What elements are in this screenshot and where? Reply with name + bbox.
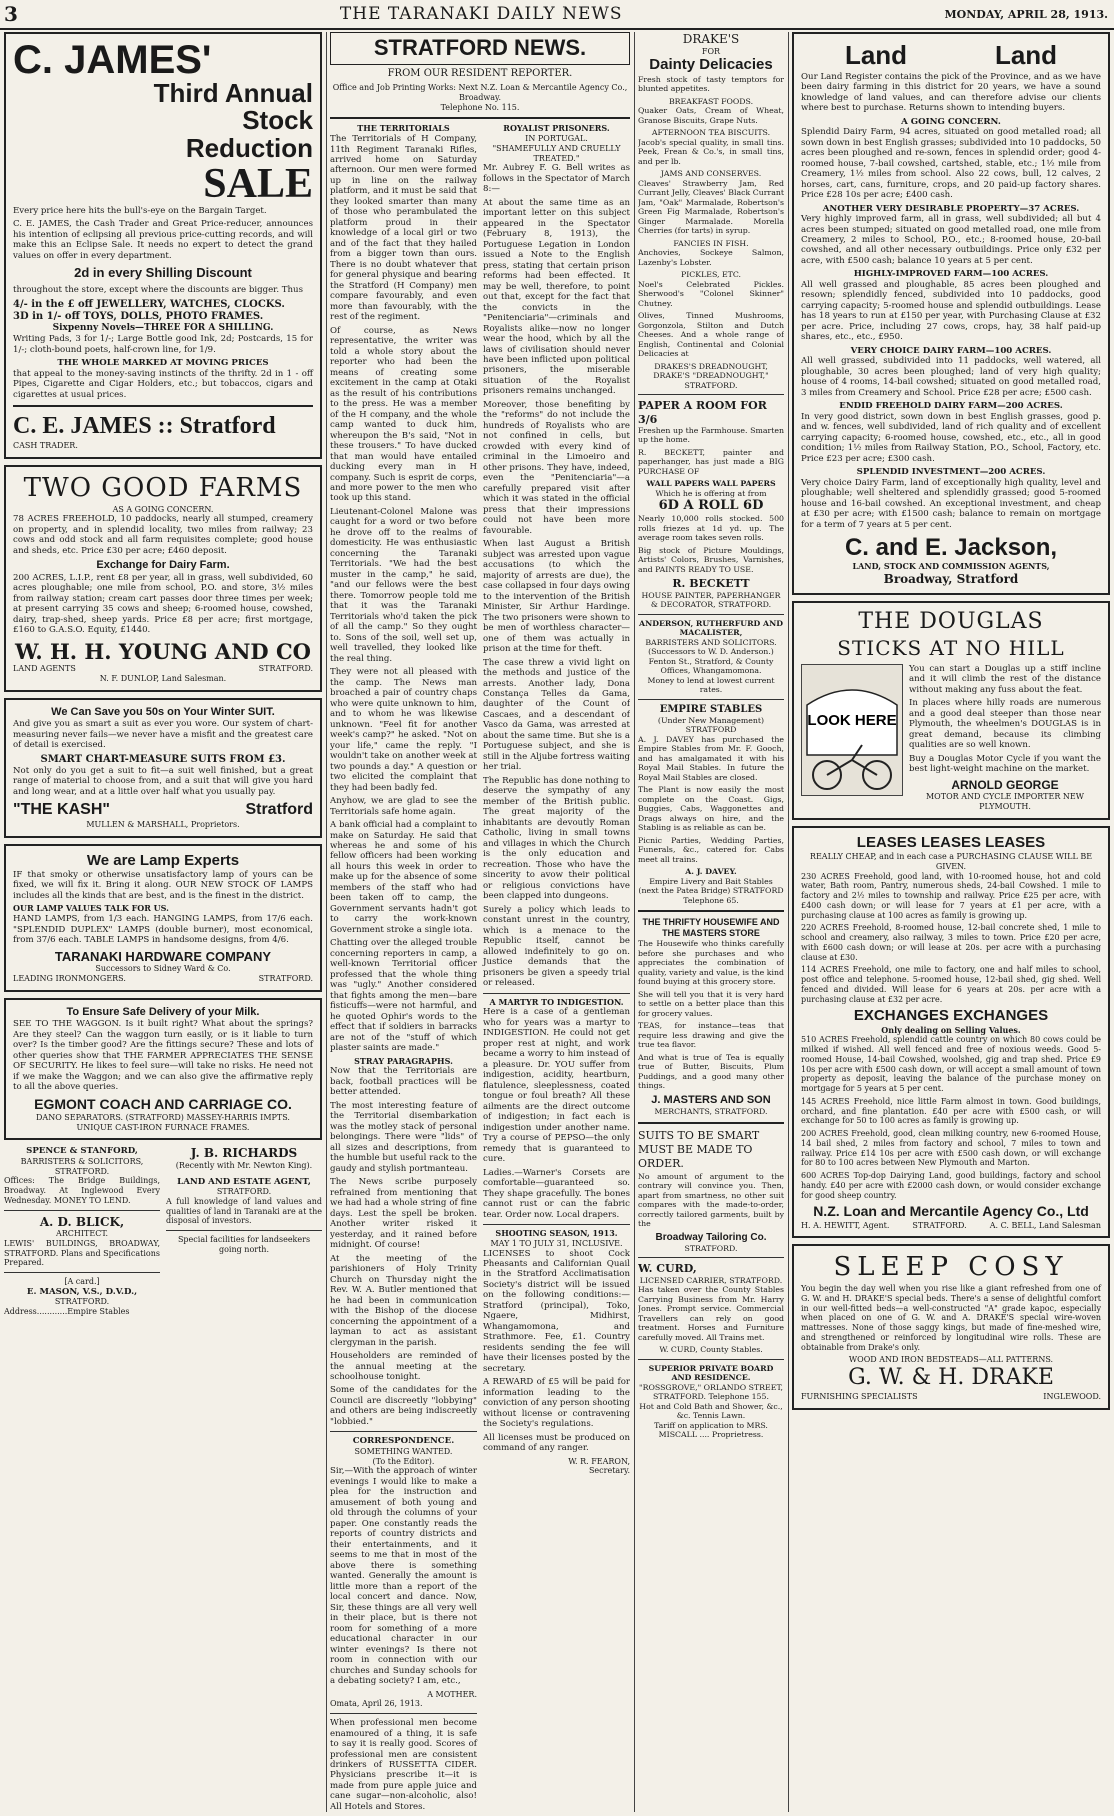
james-intro: Every price here hits the bull's-eye on the Bargain Target. — [13, 205, 267, 216]
territorials-heading: THE TERRITORIALS — [357, 123, 450, 134]
drake-name: G. W. & H. DRAKE — [848, 1365, 1054, 1391]
superior-body-2: Hot and Cold Bath and Shower, &c., &c. Tennis Lawn. — [639, 1401, 783, 1421]
correspondence-body: Sir,—With the approach of winter evenings I would like to make a plea for the instruction and amusement of both young and old through the columns of your paper. One constantly reads the reports of country districts and their entertainments, and it seems to me that in most of the above there is something wanted. Generally the amount is little more than a report of the local concert and dance. Now, Sir, these things are all very well in their place, but is there not room for something of a more educational character in our winter evenings? Is there not room in connection with our churches and Sunday schools for a debating society? I am, etc., — [330, 1466, 477, 1687]
correspondence-to: (To the Editor). — [372, 1456, 435, 1466]
drakes-for: FOR — [701, 46, 721, 56]
davey-body: Empire Livery and Bait Stables (next the Patea Bridge) STRATFORD Telephone 65. — [638, 876, 784, 905]
mason-address: Address............Empire Stables — [4, 1307, 130, 1317]
empire-sub: (Under New Management) STRATFORD — [657, 715, 765, 735]
farms-heading: TWO GOOD FARMS — [23, 473, 303, 504]
offering-text: Which he is offering at from — [655, 488, 767, 498]
column-1 — [4, 32, 322, 1812]
james-title-3: Reduction — [185, 132, 313, 163]
office-line: Office and Job Printing Works: Next N.Z. Loan & Mercantile Agency Co., Broadway. — [332, 83, 628, 102]
milk-ad — [4, 998, 322, 1140]
territorials-p5: Anyhow, we are glad to see the Territorials safe home again. — [330, 796, 477, 817]
mason-name: E. MASON, V.S., D.V.D., — [26, 1286, 138, 1297]
olives-body: Olives, Tinned Mushrooms, Gorgonzola, Stilton and Dutch Cheeses. And a whole range of English, Continental and Colonial Delicacies at — [638, 311, 784, 359]
drake-left: FURNISHING SPECIALISTS — [801, 1391, 918, 1401]
lamp-right: STRATFORD. — [258, 974, 313, 984]
drakes-footer: DRAKES'S DREADNOUGHT, DRAKE'S "DREADNOUGHT," STRATFORD. — [653, 361, 769, 390]
beckett-name: R. BECKETT — [672, 577, 750, 591]
beckett-role: HOUSE PAINTER, PAPERHANGER & DECORATOR, STRATFORD. — [641, 590, 781, 610]
royalist-sub: IN PORTUGAL. — [525, 134, 588, 144]
thrifty-body-2: She will tell you that it is very hard to settle on a better place than this for grocery values. — [638, 989, 784, 1018]
masters-role: MERCHANTS, STRATFORD. — [654, 1107, 768, 1117]
curd-ad — [638, 1262, 784, 1354]
milk-heading: To Ensure Safe Delivery of your Milk. — [66, 1005, 260, 1018]
shooting-note: All licenses must be produced on command of any ranger. — [483, 1432, 630, 1454]
exchange-item-2: 145 ACRES Freehold, nice little Farm almost in town. Good buildings, orchard, and fine plantation. £40 per acre with £500 cash, or will exchange for 50 to 100 acres as family is growing up. — [801, 1096, 1101, 1126]
exchanges-sub: Only dealing on Selling Values. — [881, 1024, 1021, 1035]
kash-heading: We Can Save you 50s on Your Winter SUIT. — [51, 705, 275, 718]
douglas-heading-2: STICKS AT NO HILL — [837, 635, 1065, 660]
land-left: Land — [844, 40, 908, 70]
thrifty-heading: THE THRIFTY HOUSEWIFE AND THE MASTERS STORE — [642, 917, 780, 939]
telephone-line: Telephone No. 115. — [440, 102, 520, 112]
nz-loan-salesman: A. C. BELL, Land Salesman — [989, 1220, 1101, 1230]
stray-p6: Some of the candidates for the Council are discreetly "lobbying" and others are being indiscreetly "lobbied." — [330, 1385, 477, 1427]
kash-name: "THE KASH" — [13, 801, 110, 819]
royalist-p3: Moreover, those benefiting by the "reforms" do not include the hundreds of Royalists who are not confined in cells, but crowded with every kind of criminal in the Limoeiro and other prisons. They have, indeed, even the "Penitenciaria"—a carefully prepared visit after which it was stated in the official press that their impressions could not have been more favourable. — [483, 399, 630, 536]
broadway-tailoring-ad — [638, 1129, 784, 1254]
shilling-heading: 2d in every Shilling Discount — [74, 265, 252, 281]
richards-special: Special facilities for landseekers going north. — [177, 1235, 311, 1254]
nz-loan-name: N.Z. Loan and Mercantile Agency Co., Ltd — [813, 1203, 1089, 1220]
paper-body: Freshen up the Farmhouse. Smarten up the home. — [638, 425, 784, 445]
richards-town: STRATFORD. — [216, 1187, 272, 1197]
spence-body: Offices: The Bridge Buildings, Broadway. At Inglewood Every Wednesday. MONEY TO LEND. — [4, 1176, 160, 1205]
royalist-sub-2: "SHAMEFULLY AND CRUELLY TREATED." — [492, 143, 621, 163]
shooting-heading: SHOOTING SEASON, 1913. — [495, 1228, 618, 1238]
thrifty-body: The Housewife who thinks carefully before she purchases and who appreciates the combination of quality, variety and value, is the kind found buying at this grocery store. — [638, 939, 784, 987]
land-intro: Our Land Register contains the pick of the Province, and as we have been dairy farming in this district for 20 years, we have a sound knowledge of land values, and can therefore advise our clients where best to purchase. Returns shown to intending buyers. — [801, 71, 1101, 114]
territorials-p4: They were not all pleased with the camp. The News man broached a pair of country chaps who were quite unknown to him, and to whom he was likewise unknown. "Feel fit for another week's camp?" he asked. "Not on your life," came the reply. "I wouldn't take on another week at two pounds a day." A question or two elicited the complaint that they had been badly fed. — [330, 667, 477, 793]
motorcycle-illustration — [801, 664, 903, 796]
shooting-signature: W. R. FEARON, — [568, 1456, 630, 1466]
column-rule — [634, 32, 635, 1812]
correspondence-heading: CORRESPONDENCE. — [352, 1436, 455, 1447]
masthead — [0, 0, 1114, 30]
broadway-town: STRATFORD. — [684, 1243, 738, 1253]
stationery-text: Writing Pads, 3 for 1/-; Large Bottle good Ink, 2d; Postcards, 15 for 1/-; cloth-bound poets, half-crown line, for 1/9. — [13, 334, 313, 355]
superior-heading: SUPERIOR PRIVATE BOARD AND RESIDENCE. — [648, 1363, 774, 1383]
news-right-column — [483, 124, 630, 1812]
shooting-body: LICENSES to shoot Cock Pheasants and Californian Quail in the Stratford Acclimatisation Society's district will be issued on the following conditions:—Stratford (principal), Toko, Ngaere, Midhirst, Whangamomona, and Strathmore. Fee, £1. Country residents sending the fee will have their licenses posted by the secretary. — [483, 1248, 630, 1374]
douglas-heading-1: THE DOUGLAS — [858, 608, 1044, 634]
shooting-reward: A REWARD of £5 will be paid for information leading to the conviction of any person shooting without license or contravening the Society's regulations. — [483, 1377, 630, 1430]
young-name: W. H. H. YOUNG AND CO — [15, 638, 311, 664]
jams-body: Cleaves' Strawberry Jam, Red Currant Jelly, Cleaves' Black Currant Jam, "Oak" Marmalade, Robertson's Green Fig Marmalade, Robertson's Ginger Marmalade. Morella Cherries (for tarts) in syrup. — [638, 178, 784, 236]
james-signature: C. E. JAMES :: Stratford — [13, 413, 276, 439]
column-4 — [792, 32, 1110, 1812]
suits-heading: SUITS TO BE SMART MUST BE MADE TO ORDER. — [638, 1128, 760, 1171]
royalist-p1: Mr. Aubrey F. G. Bell writes as follows in the Spectator of March 8:— — [483, 163, 630, 195]
royalist-heading: ROYALIST PRISONERS. — [503, 123, 610, 134]
blick-role: ARCHITECT. — [55, 1229, 109, 1239]
dainty-heading: Dainty Delicacies — [649, 56, 773, 74]
young-left: LAND AGENTS — [13, 664, 76, 674]
exchange-item-4: 600 ACRES Top-dop Dairying Land, good buildings, factory and school handy. £40 per acre with £2000 cash down, or would consider exchange for good sheep country. — [801, 1171, 1101, 1200]
drake-bed-ad — [792, 1244, 1110, 1409]
royalist-p4: When last August a British subject was arrested upon vague accusations (to which the majority of arrests are due), the case collapsed in four days owing to the intervention of the British Minister, Sir Arthur Hardinge. The two prisoners were shown to be men of worthless character—one of them was actually in prison at the time for theft. — [483, 539, 630, 655]
pickles-heading: PICKLES, ETC. — [680, 270, 742, 280]
drakes-heading: DRAKE'S — [682, 32, 740, 46]
anderson-ad — [638, 619, 784, 695]
paper-heading: PAPER A ROOM FOR 3/6 — [638, 399, 767, 426]
james-body: C. E. JAMES, the Cash Trader and Great Price-reducer, announces his intention of eclipsing all previous price-cutting records, and will make this an Eclipse Sale. It needs no expert to detect the grand values on offer in every department. — [13, 219, 313, 261]
kash-town: Stratford — [245, 801, 313, 819]
going-body: Splendid Dairy Farm, 94 acres, situated on good metalled road; all sown down in best English grasses; subdivided into 10 paddocks, 50 acres been ploughed and re-sown, fences in splendid order; good 4-roomed house, 7-bail cowshed, cartshed, stable, etc.; 1½ mile from Creamery, 1½ miles from school. Also 22 cows, bull, 12 calves, 2 horses, cart, cans, furniture, crops, and 20 paid-up factory shares. Price £28 10s per acre; £400 cash. — [801, 127, 1101, 201]
jackson-name: C. and E. Jackson, — [844, 534, 1058, 562]
endid-body: In very good district, sown down in best English grasses, good p. and w. fences, well subdivided, land of rich quality and of excellent carrying capacity; 6-roomed house, cowshed, etc., etc., all in good condition; 1½ miles from Railway Station, P.O., School, Factory, etc. Price £23 per acre; £300 cash. — [801, 411, 1101, 464]
column-rule — [788, 32, 789, 1812]
beckett-body: Nearly 10,000 rolls stocked. 500 rolls friezes at 1d yd. up. The average room takes seven rolls. — [638, 514, 784, 543]
territorials-p1: The Territorials of H Company, 11th Regiment Taranaki Rifles, arrived home on Saturday afternoon. Our men were formed up in line on the railway platform, and it must be said that they looked smarter than many of those who perambulated the platform proud in their knowledge of a local girl or two and of the fact that they hailed from a bigger town than ours. There is no doubt whatever that for general physique and bearing the Stratford (H Company) men compare favourably, and even more than favourably, with the rest of the regiment. — [330, 134, 477, 323]
stratford-news-heading: STRATFORD NEWS. — [330, 32, 630, 65]
empire-heading: EMPIRE STABLES — [659, 703, 763, 715]
douglas-body: You can start a Douglas up a stiff incline and it will climb the rest of the distance without making any fuss about the feat. — [909, 663, 1101, 695]
kash-body: And give you as smart a suit as ever you wore. Our system of chart-measuring never fails—we never have a misfit and the greatest care of detail is exercised. — [13, 719, 313, 751]
issue-date: MONDAY, APRIL 28, 1913. — [944, 7, 1108, 21]
anderson-money: Money to lend at lowest current rates. — [647, 675, 775, 695]
curd-role: LICENSED CARRIER, STRATFORD. — [639, 1275, 783, 1285]
lamp-company: TARANAKI HARDWARE COMPANY — [54, 948, 272, 964]
column-3 — [638, 32, 784, 1812]
correspondence-sub: SOMETHING WANTED. — [354, 1446, 453, 1456]
arnold-name: ARNOLD GEORGE — [951, 777, 1059, 792]
sleep-wood: WOOD AND IRON BEDSTEADS—ALL PATTERNS. — [848, 1355, 1054, 1365]
superior-tariff: Tariff on application to MRS. MISCALL .... Proprietress. — [654, 1420, 768, 1440]
suits-body: No amount of argument to the contrary will convince you. Then, apart from smartness, no other suit compares with the made-to-order, correctly tailored garments, built by the — [638, 1171, 784, 1229]
milk-footer-2: UNIQUE CAST-IRON FURNACE FRAMES. — [76, 1122, 250, 1132]
spence-card — [4, 1146, 160, 1317]
offer-1: 4/- in the £ off JEWELLERY, WATCHES, CLOCKS. — [13, 298, 285, 310]
richards-card — [166, 1146, 322, 1317]
blick-name: A. D. BLICK, — [39, 1214, 125, 1229]
shooting-sub: MAY 1 TO JULY 31, INCLUSIVE. — [490, 1238, 623, 1248]
milk-footer: DANO SEPARATORS. (STRATFORD) MASSEY-HARRIS IMPTS. — [36, 1112, 290, 1122]
stray-p2: The most interesting feature of the Territorial disembarkation was the motley stack of personal belongings. There were "lids" of all sizes and descriptions, from the humble but useful rack to the gaudy and stylish portmanteau. — [330, 1100, 477, 1174]
royalist-p6: The Republic has done nothing to deserve the sympathy of any member of the British public. The great majority of the inhabitants are devoutly Roman Catholic, living in small towns and villages in which the Church is the only education and recreation. Those who have the sincerity to avow their political or religious convictions have been clapped into dungeons. — [483, 775, 630, 902]
milk-company: EGMONT COACH AND CARRIAGE CO. — [34, 1095, 292, 1112]
lamp-successors: Successors to Sidney Ward & Co. — [95, 964, 231, 974]
cider-ad: When professional men become enamoured of a thing, it is safe to say it is really good. Scores of professional men are consistent drinkers of RUSSETTA CIDER. Physicians prescribe it—it is made from pure apple juice and cane sugar—non-alcoholic, also! All Hotels and Stores. — [330, 1718, 477, 1812]
beckett-ad — [638, 399, 784, 610]
spence-role: BARRISTERS & SOLICITORS, — [20, 1156, 144, 1166]
improved-body: All well grassed and ploughable, 85 acres been ploughed and resown; splendidly fenced, subdivided into 10 paddocks, good carrying capacity; 5-roomed house and splendid outbuildings. Lease has 18 years to run at £150 per year, with Purchasing Clause at £32 per acre. Price, including 27 cows, crops, hay, 38 half paid-up shares, etc., etc., £950. — [801, 279, 1101, 343]
kash-note: Not only do you get a suit to fit—a suit well finished, but a great range of material to choose from, and a suit that will give you hard and long wear, and at a little over half what you usually pay. — [13, 765, 313, 797]
richards-role: LAND AND ESTATE AGENT, — [177, 1176, 311, 1187]
farm-1: 78 ACRES FREEHOLD, 10 paddocks, nearly all stumped, creamery on property, and in splendid locality, two miles from railway; 23 cows and odd stock and all farm requisites complete; good house and sheds, etc. Price £30 per acre; £460 deposit. — [13, 514, 313, 556]
splendid-body: Very choice Dairy Farm, land of exceptionally high quality, level and ploughable; well sheltered and splendidly grassed; good 5-roomed house and 16-bail cowshed. An exceptional investment, and cheap at £30 per acre; with £1500 cash; balance to remain on mortgage for a term of 7 years at 5 per cent. — [801, 477, 1101, 530]
broadway-name: Broadway Tailoring Co. — [655, 1231, 767, 1243]
stray-p4: At the meeting of the parishioners of Holy Trinity Church on Thursday night the Rev. W. A. Butler mentioned that he had been in communication with the Bishop of the diocese concerning the appointment of a layman to act as assistant clergyman in the parish. — [330, 1253, 477, 1348]
lamp-ad — [4, 844, 322, 992]
fish-heading: FANCIES IN FISH. — [673, 238, 749, 248]
fish-body: Anchovies, Sockeye Salmon, Lazenby's Lobster. — [638, 248, 784, 267]
tea-heading: AFTERNOON TEA BISCUITS. — [651, 128, 771, 138]
drake-right: INGLEWOOD. — [1043, 1391, 1101, 1401]
going-heading: A GOING CONCERN. — [901, 116, 1001, 127]
curd-signature: W. CURD, County Stables. — [659, 1345, 763, 1355]
empire-body-3: Picnic Parties, Wedding Parties, Funerals, &c., catered for. Cabs meet all trains. — [638, 835, 784, 864]
beckett-stock: Big stock of Picture Mouldings, Artists' Colors, Brushes, Varnishes, and PAINTS READY TO USE. — [638, 545, 784, 574]
davey-name: A. J. DAVEY. — [685, 867, 737, 877]
territorials-p2: Of course, as News representative, the writer was told a whole story about the reporter who had been the means of creating some excitement in the camp at Otaki as the result of his contributions to the press. He was a member of the H company, and the whole camp wanted to duck him, whereupon the B's said, "Not in these trousers." To have ducked that man would have entailed ducking every man in H company. Such is esprit de corps, and more power to the men who took up this stand. — [330, 325, 477, 504]
look-here-text: LOOK HERE — [807, 711, 897, 729]
moving-heading: THE WHOLE MARKED AT MOVING PRICES — [57, 358, 269, 369]
exchange-heading: Exchange for Dairy Farm. — [96, 559, 230, 572]
richards-name: J. B. RICHARDS — [190, 1146, 298, 1161]
splendid-heading: SPLENDID INVESTMENT—200 ACRES. — [856, 467, 1046, 478]
indigestion-body: Here is a case of a gentleman who for years was a martyr to INDIGESTION. He could not get proper rest at night, and work became a worry to him instead of a pleasure. Dr. YOU suffer from indigestion, acidity, heartburn, flatulence, sleeplessness, coated tongue or foul breath? All these ailments are the direct outcome of indigestion; in fact each is indigestion under another name. Try a course of PEPSO—the only remedy that is guaranteed to cure. — [483, 1007, 630, 1165]
thrifty-body-4: And what is true of Tea is equally true of Butter, Biscuits, Plum Puddings, and a good many other things. — [638, 1052, 784, 1091]
column-rule — [326, 32, 327, 1812]
young-right: STRATFORD. — [258, 664, 313, 674]
territorials-p7: Chatting over the alleged trouble concerning reporters in camp, a well-known Territorial officer professed that the whole thing was "ugly." Another considered that fights among the men—bare fisticuffs—were not harmful, and he quoted Ophir's words to the effect that if soldiers in barracks are not of the "stuff of which plaster saints are made." — [330, 938, 477, 1054]
jackson-role: LAND, STOCK AND COMMISSION AGENTS, — [852, 561, 1050, 572]
stray-p5: Householders are reminded of the annual meeting at the schoolhouse tonight. — [330, 1351, 477, 1382]
farm-2: 200 ACRES, L.I.P., rent £8 per year, all in grass, well subdivided, 60 acres ploughable; one mile from school, P.O. and store, 3½ miles from railway station; cream cart passes door three times per week; at present carrying 35 cows and sheep; 6-roomed house, cowshed, dairy, trap-shed, sheep yards. Price £8 per acre; first mortgage, £160 to G.A.S.O. Equity, £1440. — [13, 572, 313, 636]
lamp-left: LEADING IRONMONGERS. — [13, 974, 126, 984]
james-title-1: Third Annual — [153, 78, 313, 108]
choice-body: All well grassed, subdivided into 11 paddocks, well watered, all ploughable, 30 acres been ploughed; land of very high quality; house of 4 rooms, 14-bail cowshed; situated on good metalled road, 3 miles from Creamery and School. Price £28 per acre; £500 cash. — [801, 356, 1101, 398]
empire-body-2: The Plant is now easily the most complete on the Coast. Gigs, Buggies, Cabs, Waggonettes and Drags always on hire, and the Stabling is as reliable as can be. — [638, 785, 784, 833]
choice-heading: VERY CHOICE DAIRY FARM—100 ACRES. — [850, 345, 1052, 356]
curd-body: Has taken over the County Stables Carrying Business from Mr. Harry Jones. Prompt service. Commercial Travellers can rely on good treatment. Horses and Furniture carefully moved. All Trains met. — [638, 1285, 784, 1342]
royalist-p7: Surely a policy which leads to constant unrest in the country, which is a menace to the Republic itself, cannot be allowed indefinitely to go on. Justice demands that the prisoners be given a speedy trial or released. — [483, 904, 630, 989]
offer-3: Sixpenny Novels—THREE FOR A SHILLING. — [52, 323, 274, 334]
leases-heading: LEASES LEASES LEASES — [856, 833, 1046, 851]
jackson-land-ad — [792, 32, 1110, 595]
rossgrove-ad — [638, 1364, 784, 1440]
lease-item-2: 220 ACRES Freehold, 8-roomed house, 12-bail concrete shed, 1 mile to school and creamery, also railway, 3 miles to town. Price £20 per acre, with £600 cash down; or will lease at 20s. per acre with a purchasing clause at £30. — [801, 923, 1101, 962]
page-number: 3 — [4, 2, 18, 26]
stray-heading: STRAY PARAGRAPHS. — [354, 1055, 453, 1066]
royalist-p2: At about the same time as an important letter on this subject appeared in the Spectator (February 8, 1913), the Portuguese Legation in London issued a Note to the English press, stating that certain prison reforms had been effected. It may be well, therefore, to point out that, except for the fact that the convicts in the "Penitenciaria"—criminals and Royalists alike—now no longer wear the hood, which by all the laws of civilisation should never have been inflicted upon political prisoners, the miserable situation of the Royalist prisoners remains unchanged. — [483, 197, 630, 397]
james-title-4: SALE — [203, 160, 313, 207]
milk-body: SEE TO THE WAGGON. Is it built right? What about the springs? Are they steel? Can the waggon turn easily, or is it liable to turn over? Is the timber good? Are the fittings secure? These and lots of other queries show that THE FARMER APPRECIATES THE SENSE OF SECURITY. He likes to feel sure—will take no risks. He need not if we make the Waggon; and we can also give the affirmative reply to all the above queries. — [13, 1019, 313, 1093]
anderson-role: BARRISTERS AND SOLICITORS. (Successors to W. D. Anderson.) — [645, 637, 777, 657]
drakes-delicacies-ad — [638, 32, 784, 390]
pickles-body: Noel's Celebrated Pickles. Sherwood's "Colonel Skinner" Chutney. — [638, 279, 784, 308]
land-right: Land — [994, 40, 1058, 70]
breakfast-body: Quaker Oats, Cream of Wheat, Granose Biscuits, Grape Nuts. — [638, 106, 784, 125]
price-text: 6D A ROLL 6D — [658, 498, 764, 514]
wall-papers: WALL PAPERS WALL PAPERS — [646, 479, 776, 489]
territorials-p3: Lieutenant-Colonel Malone was caught for a word or two before he drove off to the realms of domesticity. He was enthusiastic concerning the Taranaki Territorials. "We had the best muster in the camp," he said, "and our fellows were the best there. Tomorrow people told me that it was the Taranaki Territorials who'd taken the pick of all the camp." So they ought to. Sons of the soil, well set up, well travelled, they looked like the real thing. — [330, 506, 477, 664]
leases-sub: REALLY CHEAP, and in each case a PURCHASING CLAUSE WILL BE GIVEN. — [809, 852, 1093, 871]
richards-body: A full knowledge of land values and qualities of land in Taranaki are at the disposal of investors. — [166, 1196, 322, 1226]
column-2 — [330, 32, 630, 1812]
exchange-item-3: 200 ACRES Freehold, good, clean milking country, new 6-roomed House, 14 bail shed, 2 miles from factory and school, 7 miles to town and railway. Price £14 10s per acre with £500 cash down, or will exchange for 80 to 100 acres between New Plymouth and Marton. — [801, 1129, 1101, 1168]
lamp-heading: We are Lamp Experts — [86, 851, 240, 869]
lamp-value: OUR LAMP VALUES TALK FOR US. — [13, 903, 169, 914]
breakfast-heading: BREAKFAST FOODS. — [668, 96, 754, 106]
news-left-column — [330, 124, 477, 1812]
blick-body: LEWIS' BUILDINGS, BROADWAY, STRATFORD. Plans and Specifications Prepared. — [4, 1238, 160, 1268]
arnold-role: MOTOR AND CYCLE IMPORTER NEW PLYMOUTH. — [925, 792, 1084, 812]
james-sale-ad — [4, 32, 322, 459]
tea-body: Jacob's special quality, in small tins. Peek, Frean & Co.'s, in small tins, and per lb. — [638, 137, 784, 166]
thrifty-body-3: TEAS, for instance—teas that require less drawing and give the true tea flavor. — [638, 1021, 784, 1050]
empire-body: A. J. DAVEY has purchased the Empire Stables from Mr. F. Gooch, and has amalgamated it with his Royal Mail Stables. In future the Royal Mail Stables are closed. — [638, 734, 784, 782]
dainty-intro: Fresh stock of tasty temptors for blunted appetites. — [638, 74, 784, 94]
anderson-name: ANDERSON, RUTHERFURD AND MACALISTER, — [639, 618, 783, 638]
young-farms-ad — [4, 465, 322, 692]
shooting-role: Secretary. — [588, 1466, 630, 1476]
moving-body: that appeal to the money-saving instincts of the thrifty. 2d in 1 - off Pipes, Cigarette and Cigar Holders, etc.; but tobaccos, cigars and cigarettes at usual prices. — [13, 368, 313, 400]
kash-props: MULLEN & MARSHALL, Proprietors. — [86, 819, 240, 829]
territorials-p6: A bank official had a complaint to make on Saturday. He said that whereas he and some of his fellow officers had been working all hours this week in order to make up for the absence of some members of the staff who had been taken off to camp, the Government servants hadn't got to carry the work-known Government stroke a single iota. — [330, 820, 477, 935]
lease-item-1: 230 ACRES Freehold, good land, with 10-roomed house, hot and cold water, Bath room, Pantry, numerous sheds, 24-bail Cowshed. 1 mile to factory and 2½ miles to township and railway. Price £25 per acre, with £400 cash down; or will lease for 7 years at £1 per acre, with a purchasing clause at 100 acres as family is growing up. — [801, 871, 1101, 920]
improved-heading: HIGHLY-IMPROVED FARM—100 ACRES. — [853, 269, 1049, 280]
shilling-body: throughout the store, except where the discounts are bigger. Thus — [13, 285, 303, 296]
offer-2: 3D in 1/- off TOYS, DOLLS, PHOTO FRAMES. — [13, 310, 264, 322]
spence-name: SPENCE & STANFORD, — [26, 1146, 138, 1157]
royalist-p5: The case threw a vivid light on the methods and justice of the arrests. Another lady, Dona Constança Telles da Gama, daughter of the Count of Cascaes, and a descendant of Vasco da Gama, was arrested at about the same time. But she is a Portuguese subject, and she is still in the Aljube fortress waiting her trial. — [483, 657, 630, 773]
endid-heading: ENDID FREEHOLD DAIRY FARM—200 ACRES. — [839, 401, 1063, 412]
lamp-body: IF that smoky or otherwise unsatisfactory lamp of yours can be fixed, we will fix it. Bring it along. OUR NEW STOCK OF LAMPS includes all the kinds that are best, and is the finest in the district. — [13, 869, 313, 901]
lamp-items: HAND LAMPS, from 1/3 each. HANGING LAMPS, from 17/6 each. "SPLENDID DUPLEX" LAMPS (double burner), most economical, from 37/6 each. TABLE LAMPS in handsome designs, from 4/6. — [13, 914, 313, 946]
empire-stables-ad — [638, 704, 784, 906]
douglas-ad — [792, 601, 1110, 820]
exchange-item-1: 510 ACRES Freehold, splendid cattle country on which 80 cows could be milked if wished. All well fenced and free of noxious weeds. Good 5-roomed House, 14-bail Cowshed, woolshed, gig and trap shed. Price £9 10s per acre with £500 cash down, or will accept a small amount of town property as deposit, leaving the balance of the purchase money on mortgage for 5 years at 5 per cent. — [801, 1035, 1101, 1094]
douglas-body-2: In places where hilly roads are numerous and a good deal steeper than those near Plymouth, the wheelmen's DOUGLAS is in great demand, because its climbing qualities are so well known. — [909, 698, 1101, 751]
sleep-body: You begin the day well when you rise like a giant refreshed from one of G. W. and H. DRAKE'S special beds. There's a sense of delightful comfort in our well-fitted beds—a well-constructed "A" grade kapoc, especially when placed on one of G. W. and A. DRAKE'S special wire-woven mattresses. None of those saggy kings, but made of fine-meshed wire, and strengthened or reinforced by longitudinal wire rolls. These are obtainable from Drake's only. — [801, 1284, 1101, 1352]
spence-town: STRATFORD. — [54, 1166, 110, 1176]
exchanges-heading: EXCHANGES EXCHANGES — [853, 1007, 1049, 1025]
nz-loan-town: STRATFORD. — [912, 1220, 967, 1230]
newspaper-title: THE TARANAKI DAILY NEWS — [339, 4, 623, 24]
james-title-2: Stock — [242, 105, 313, 136]
correspondence-signature: A MOTHER. — [427, 1689, 477, 1699]
beckett-intro: R. BECKETT, painter and paperhanger, has just made a BIG PURCHASE OF — [638, 447, 784, 476]
nz-loan-ad — [792, 826, 1110, 1238]
desirable-heading: ANOTHER VERY DESIRABLE PROPERTY—37 ACRES. — [822, 203, 1080, 214]
corsets-ad: Ladies.—Warner's Corsets are comfortable—guaranteed so. They shape gracefully. The bones cannot rust or can the fabric tear. Order now. Local drapers. — [483, 1167, 630, 1220]
stray-p3: The News scribe purposely refrained from mentioning that we had had a whole string of fine days. Lest the spell be broken. Another writer risked it yesterday, and it rained before midnight. Of course! — [330, 1177, 477, 1251]
masters-name: J. MASTERS AND SON — [651, 1093, 771, 1106]
card-label: [A card.] — [64, 1277, 100, 1287]
jams-heading: JAMS AND CONSERVES. — [660, 169, 762, 179]
jackson-address: Broadway, Stratford — [883, 572, 1019, 587]
young-sub: N. F. DUNLOP, Land Salesman. — [99, 674, 227, 684]
lease-item-3: 114 ACRES Freehold, one mile to factory, one and half miles to school, post office and telephone. 5-roomed house, 12-bail shed, gig shed. Well fenced and divided. Will lease for 6 years at 20s. per acre with a purchasing clause at £32 per acre. — [801, 965, 1101, 1004]
desirable-body: Very highly improved farm, all in grass, well subdivided; all but 4 acres been stumped; situated on good metalled road, one mile from Creamery, 2 miles to School, P.O., etc.; 8-roomed house, 20-bail cowshed, and all other necessary outbuildings. Price only £32 per acre, with £500 cash; balance 10 years at 5 per cent. — [801, 214, 1101, 266]
superior-body: "ROSSGROVE," ORLANDO STREET, STRATFORD. Telephone 155. — [639, 1382, 783, 1402]
mason-town: STRATFORD. — [54, 1297, 110, 1307]
stratford-news-sub: FROM OUR RESIDENT REPORTER. — [387, 67, 573, 79]
farms-subheading: AS A GOING CONCERN. — [112, 504, 214, 514]
anderson-body: Fenton St., Stratford, & County Offices, Whangamomona. — [648, 656, 774, 676]
douglas-body-3: Buy a Douglas Motor Cycle if you want the best light-weight machine on the market. — [909, 753, 1101, 775]
stray-p1: Now that the Territorials are back, football practices will be better attended. — [330, 1066, 477, 1098]
james-role: CASH TRADER. — [13, 441, 78, 451]
nz-loan-agent: H. A. HEWITT, Agent. — [801, 1220, 890, 1230]
james-name: C. JAMES' — [13, 38, 212, 82]
richards-sub: (Recently with Mr. Newton King). — [175, 1160, 313, 1170]
correspondence-date: Omata, April 26, 1913. — [330, 1699, 423, 1709]
sleep-heading: SLEEP COSY — [833, 1252, 1069, 1283]
curd-name: W. CURD, — [638, 1262, 697, 1276]
kash-smart: SMART CHART-MEASURE SUITS FROM £3. — [40, 753, 286, 765]
indigestion-heading: A MARTYR TO INDIGESTION. — [489, 996, 624, 1007]
kash-ad — [4, 698, 322, 838]
masters-ad — [638, 917, 784, 1116]
